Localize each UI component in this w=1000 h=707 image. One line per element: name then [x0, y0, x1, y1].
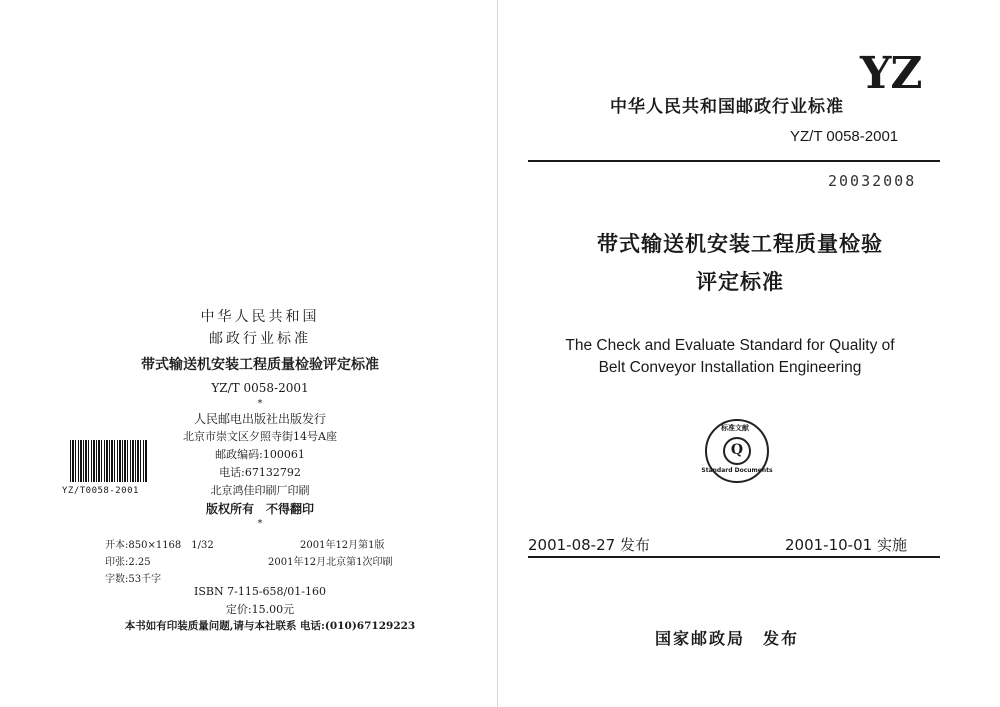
- page-spine: [497, 0, 498, 707]
- colophon-address: 北京市崇文区夕照寺街14号A座: [183, 430, 337, 443]
- standard-documents-stamp: [701, 419, 773, 483]
- colophon-price: 定价:15.00元: [225, 603, 295, 616]
- effective-date: 2001-10-01 实施: [785, 536, 907, 554]
- standard-logo: YZ: [860, 48, 922, 99]
- issue-date: 2001-08-27 发布: [528, 536, 650, 554]
- title-zh-line1: 带式输送机安装工程质量检验: [597, 232, 883, 256]
- stamp-inner-circle: [723, 437, 751, 465]
- stamp-text-top: 标准文献: [721, 424, 749, 432]
- colophon-publisher: 人民邮电出版社出版发行: [193, 412, 326, 426]
- colophon-edition: 2001年12月第1版: [300, 540, 385, 551]
- colophon-phone: 电话:67132792: [219, 466, 301, 479]
- colophon-rights: 版权所有 不得翻印: [205, 502, 314, 516]
- serial-number: 20032008: [828, 172, 917, 190]
- title-en-line1: The Check and Evaluate Standard for Quality of: [565, 337, 895, 354]
- title-en-line2: Belt Conveyor Installation Engineering: [598, 359, 862, 376]
- colophon-org-line1: 中华人民共和国: [200, 309, 320, 325]
- colophon-sheets: 印张:2.25: [105, 557, 151, 568]
- stamp-text-bottom: Standard Documents: [701, 467, 773, 474]
- header-rule: [528, 160, 940, 162]
- colophon-separator-2: *: [257, 518, 263, 529]
- colophon-postal-code: 邮政编码:100061: [215, 448, 305, 461]
- colophon-printer: 北京鸿佳印刷厂印刷: [210, 484, 310, 497]
- colophon-isbn: ISBN 7-115-658/01-160: [194, 585, 326, 598]
- title-zh-line2: 评定标准: [696, 270, 784, 294]
- colophon-title: 带式输送机安装工程质量检验评定标准: [141, 357, 379, 373]
- colophon-printing: 2001年12月北京第1次印刷: [268, 557, 393, 568]
- colophon-format: 开本:850×1168 1/32: [105, 540, 214, 551]
- standard-code: YZ/T 0058-2001: [790, 128, 899, 145]
- colophon-org-line2: 邮政行业标准: [209, 331, 311, 347]
- issuing-authority: 国家邮政局 发布: [655, 629, 800, 648]
- colophon-code: YZ/T 0058-2001: [211, 381, 309, 395]
- barcode-label: YZ/T0058-2001: [62, 486, 139, 496]
- colophon-word-count: 字数:53千字: [105, 574, 162, 585]
- colophon-separator: *: [257, 398, 263, 409]
- footer-rule: [528, 556, 940, 558]
- stamp-letter: Q: [730, 442, 744, 458]
- colophon-note: 本书如有印装质量问题,请与本社联系 电话:(010)67129223: [124, 620, 416, 632]
- barcode-icon: [70, 440, 148, 482]
- standard-org: 中华人民共和国邮政行业标准: [610, 97, 844, 117]
